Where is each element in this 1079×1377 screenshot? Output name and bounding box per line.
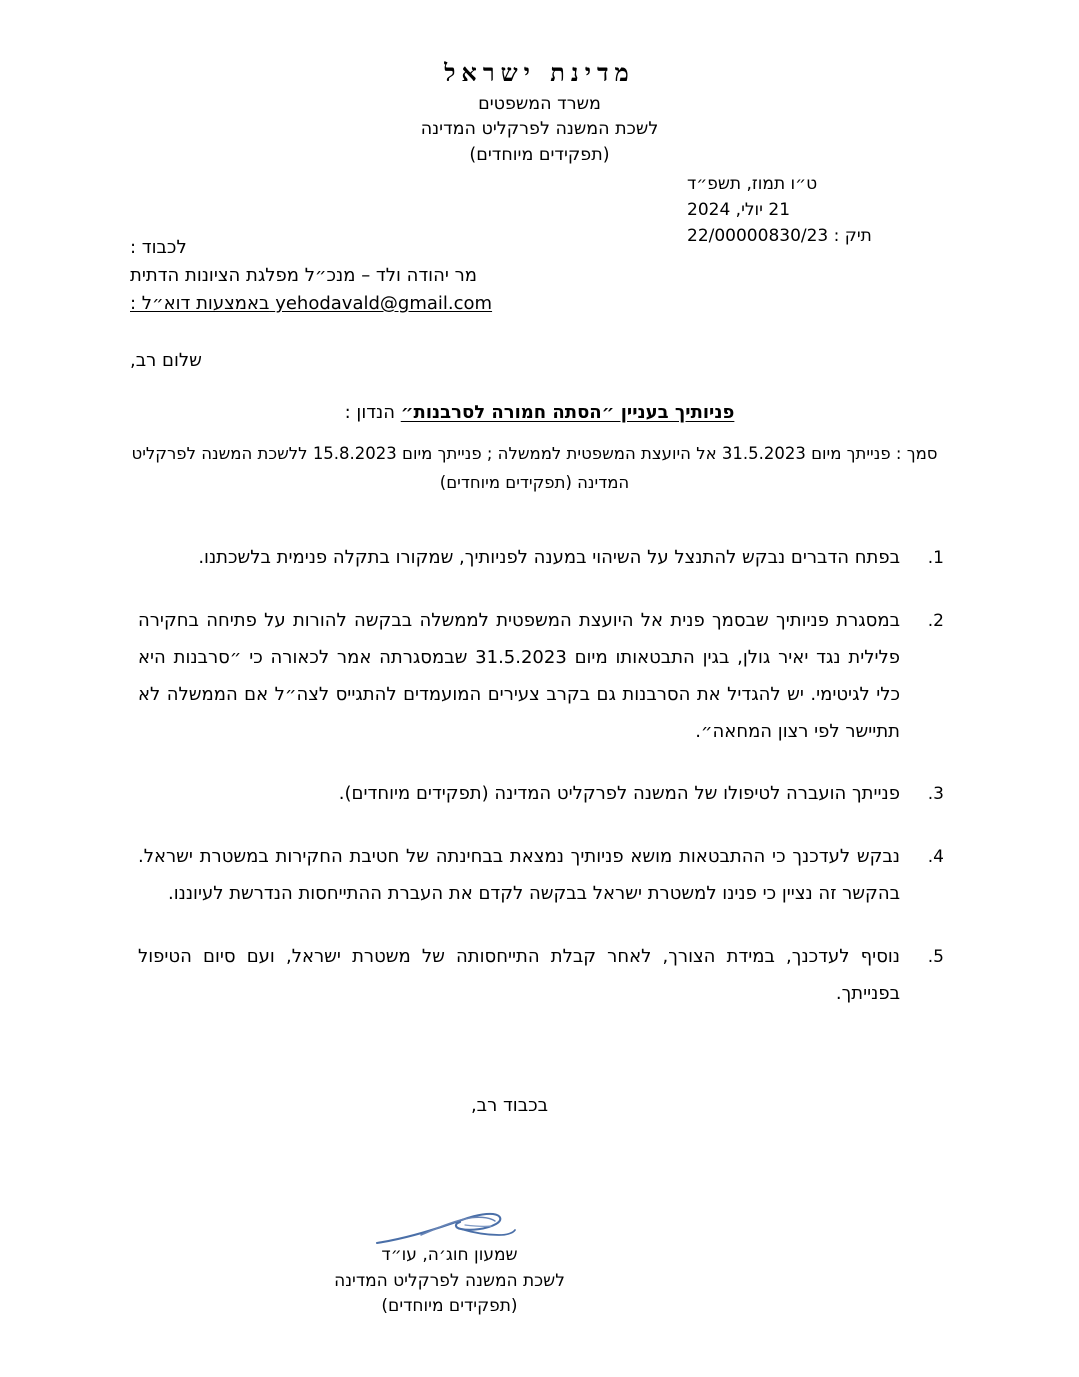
paragraph-number: .3: [927, 784, 944, 805]
paragraph-item: [138, 939, 944, 1013]
signatory-division: (תפקידים מיוחדים): [381, 1296, 518, 1316]
closing-salutation: בכבוד רב,: [470, 1095, 549, 1116]
letterhead: [0, 58, 1079, 168]
recipient-email[interactable]: yehodavald@gmail.com: [275, 292, 493, 314]
subject-label: הנדון :: [344, 402, 396, 423]
division-name: (תפקידים מיוחדים): [469, 144, 610, 165]
state-emblem-title: מדינת ישראל: [444, 58, 635, 87]
paragraph-text: נוסיף לעדכנך, במידת הצורך, לאחר קבלת התייחסותה של משטרת ישראל, ועם סיום הטיפול בפנייתך.: [138, 946, 900, 1005]
gregorian-date: 21 יולי, 2024: [687, 199, 791, 220]
paragraph-text: נבקש לעדכנך כי ההתבטאות מושא פניותיך נמצאת בבחינתה של חטיבת החקירות במשטרת ישראל. בהקשר זה נציין כי פנינו למשטרת ישראל בבקשה לקדם את העברת ההתייחסות הנדרשת לעיוננו.: [138, 846, 900, 905]
bureau-name: לשכת המשנה לפרקליט המדינה: [420, 119, 659, 140]
paragraph-number: .4: [927, 847, 944, 868]
paragraph-text: במסגרת פניותיך שבסמך פנית אל היועצת המשפטית לממשלה בבקשה להורות על פתיחה בחקירה פלילית נגד יאיר גולן, בגין התבטאותו מיום 31.5.2023 שבמסגרתה אמר לכאורה כי ״סרבנות היא כלי לגיטימי. יש להגדיל את הסרבנות גם בקרב צעירים המועמדים להתגייס לצה״ל אם הממשלה לא תתיישר לפי רצון המחאה״.: [138, 609, 900, 742]
to-label: לכבוד :: [130, 237, 187, 258]
paragraph-item: [138, 776, 944, 813]
signature-block: [0, 1205, 1079, 1320]
signatory-office: לשכת המשנה לפרקליט המדינה: [334, 1270, 565, 1291]
subject-line: [0, 402, 1079, 423]
ministry-name: משרד המשפטים: [478, 94, 601, 114]
file-number: תיק : 22/00000830/23: [687, 225, 872, 246]
recipient-name: מר יהודה ולד – מנכ״ל מפלגת הציונות הדתית: [130, 264, 477, 286]
paragraph-number: .2: [927, 610, 944, 631]
paragraph-text: בפתח הדברים נבקש להתנצל על השיהוי במענה לפניותיך, שמקורו בתקלה פנימית בלשכתנו.: [198, 547, 900, 568]
signatory-name: שמעון חוג׳ה, עו״ד: [381, 1245, 518, 1265]
paragraph-number: .5: [927, 947, 944, 968]
handwritten-signature-icon: [0, 1205, 899, 1251]
paragraph-number: .1: [927, 548, 944, 568]
reference-line: סמך : פנייתך מיום 31.5.2023 אל היועצת המשפטית לממשלה ; פנייתך מיום 15.8.2023 ללשכת המשנה לפרקליט המדינה (תפקידים מיוחדים): [131, 444, 938, 492]
paragraph-item: [138, 839, 944, 913]
subject-value: פניותיך בעניין ״הסתה חמורה לסרבנות״: [400, 402, 735, 423]
greeting: שלום רב,: [130, 350, 202, 371]
paragraph-item: [138, 603, 944, 751]
body-paragraph-list: [138, 540, 944, 1039]
recipient-email-line: [130, 290, 492, 318]
addressee-block: [0, 234, 1079, 318]
via-email-label: באמצעות דוא״ל :: [130, 292, 270, 314]
paragraph-item: [138, 540, 944, 577]
paragraph-text: פנייתך הועברה לטיפולו של המשנה לפרקליט המדינה (תפקידים מיוחדים).: [338, 783, 900, 805]
hebrew-date: ט״ו תמוז, תשפ״ד: [687, 174, 818, 194]
